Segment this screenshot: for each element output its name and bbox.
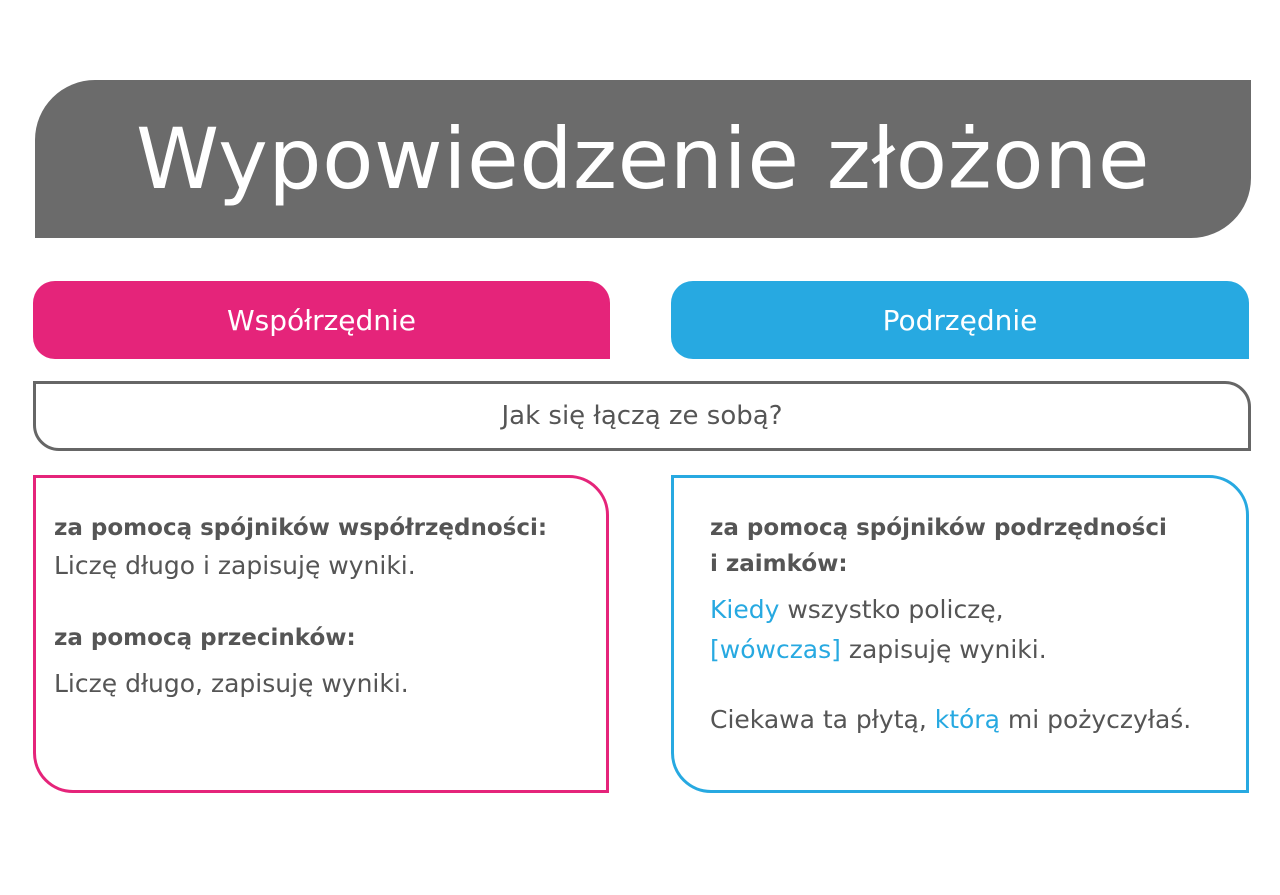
- page-title: Wypowiedzenie złożone: [135, 110, 1151, 208]
- coordinate-heading-conjunctions: za pomocą spójników współrzędności:: [54, 515, 548, 541]
- highlight-wowczas: [wówczas]: [710, 635, 841, 664]
- subordinate-example-line2: [710, 630, 1228, 670]
- tab-subordinate-label: Podrzędnie: [882, 303, 1038, 337]
- example-line3-pre: Ciekawa ta płytą,: [710, 705, 935, 734]
- title-banner: [35, 80, 1251, 238]
- question-box: [33, 381, 1251, 451]
- tab-coordinate: [33, 281, 610, 359]
- example-line3-post: mi pożyczyłaś.: [999, 705, 1192, 734]
- subordinate-example-line1: [710, 590, 1228, 630]
- subordinate-heading-line1: za pomocą spójników podrzędności: [710, 515, 1167, 541]
- tab-coordinate-label: Współrzędnie: [226, 303, 417, 337]
- subordinate-panel: [671, 475, 1249, 793]
- example-line2-rest: zapisuję wyniki.: [840, 635, 1047, 664]
- question-text: Jak się łączą ze sobą?: [501, 401, 783, 431]
- highlight-ktora: którą: [934, 705, 1000, 734]
- subordinate-heading-line2: i zaimków:: [710, 551, 848, 577]
- coordinate-example-conjunction: Liczę długo i zapisuję wyniki.: [54, 551, 416, 580]
- highlight-kiedy: Kiedy: [710, 595, 780, 624]
- example-line1-rest: wszystko policzę,: [779, 595, 1004, 624]
- tab-subordinate: [671, 281, 1249, 359]
- coordinate-heading-commas: za pomocą przecinków:: [54, 625, 356, 651]
- coordinate-example-comma: Liczę długo, zapisuję wyniki.: [54, 669, 409, 698]
- coordinate-panel: [33, 475, 609, 793]
- subordinate-example-pronoun: [710, 700, 1228, 740]
